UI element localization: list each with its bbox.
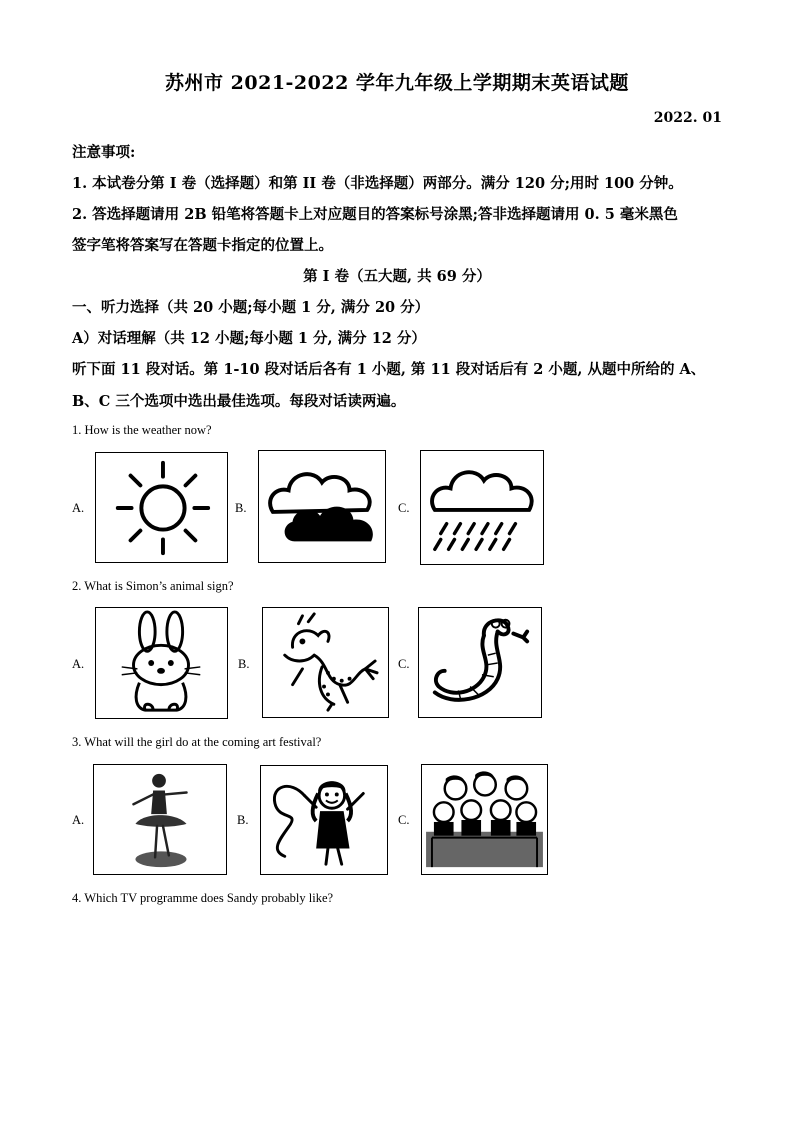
rain-icon	[421, 451, 543, 564]
ballet-dancer-icon	[94, 765, 226, 874]
snake-icon	[419, 608, 541, 717]
question-2-option-b-label: B.	[238, 657, 250, 671]
cloud-icon	[259, 451, 385, 562]
question-1-option-b-picture[interactable]	[258, 450, 386, 563]
question-3-option-b-label: B.	[237, 813, 249, 827]
question-1-option-a-label: A.	[72, 501, 85, 515]
question-1-option-a-picture[interactable]	[95, 452, 228, 563]
section-1-instruction-line-2: B、C 三个选项中选出最佳选项。每段对话读两遍。	[72, 393, 406, 410]
question-4-text: 4. Which TV programme does Sandy probably like?	[72, 891, 334, 905]
sun-icon	[96, 453, 227, 562]
question-2-text: 2. What is Simon’s animal sign?	[72, 579, 234, 593]
notes-heading: 注意事项:	[72, 144, 136, 161]
notes-item-2-line-2: 签字笔将答案写在答题卡指定的位置上。	[72, 237, 333, 254]
question-3-option-c-label: C.	[398, 813, 410, 827]
question-3-option-a-picture[interactable]	[93, 764, 227, 875]
question-2-option-a-label: A.	[72, 657, 85, 671]
question-1-option-c-label: C.	[398, 501, 410, 515]
ribbon-dancer-icon	[261, 766, 387, 874]
question-1-option-b-label: B.	[235, 501, 247, 515]
dragon-icon	[263, 608, 388, 717]
question-2-option-a-picture[interactable]	[95, 607, 228, 719]
page-title: 苏州市 2021-2022 学年九年级上学期期末英语试题	[165, 72, 629, 94]
section-1-title: 一、听力选择（共 20 小题;每小题 1 分, 满分 20 分）	[72, 299, 430, 316]
volume-title: 第 I 卷（五大题, 共 69 分）	[303, 268, 491, 285]
exam-date: 2022. 01	[653, 110, 722, 126]
section-1-instruction-line-1: 听下面 11 段对话。第 1-10 段对话后各有 1 小题, 第 11 段对话后有 2 小题, 从题中所给的 A、	[72, 361, 706, 378]
rabbit-icon	[96, 608, 227, 718]
question-2-option-c-label: C.	[398, 657, 410, 671]
question-3-option-a-label: A.	[72, 813, 85, 827]
choir-icon	[422, 765, 547, 874]
notes-item-2-line-1: 2. 答选择题请用 2B 铅笔将答题卡上对应题目的答案标号涂黑;答非选择题请用 0. 5 毫米黑色	[72, 206, 678, 223]
question-1-option-c-picture[interactable]	[420, 450, 544, 565]
section-1-part-a: A）对话理解（共 12 小题;每小题 1 分, 满分 12 分）	[72, 330, 426, 347]
question-3-option-c-picture[interactable]	[421, 764, 548, 875]
question-2-option-b-picture[interactable]	[262, 607, 389, 718]
question-2-option-c-picture[interactable]	[418, 607, 542, 718]
question-3-option-b-picture[interactable]	[260, 765, 388, 875]
question-3-text: 3. What will the girl do at the coming art festival?	[72, 735, 322, 749]
notes-item-1: 1. 本试卷分第 I 卷（选择题）和第 II 卷（非选择题）两部分。满分 120 分;用时 100 分钟。	[72, 175, 683, 192]
question-1-text: 1. How is the weather now?	[72, 423, 212, 437]
